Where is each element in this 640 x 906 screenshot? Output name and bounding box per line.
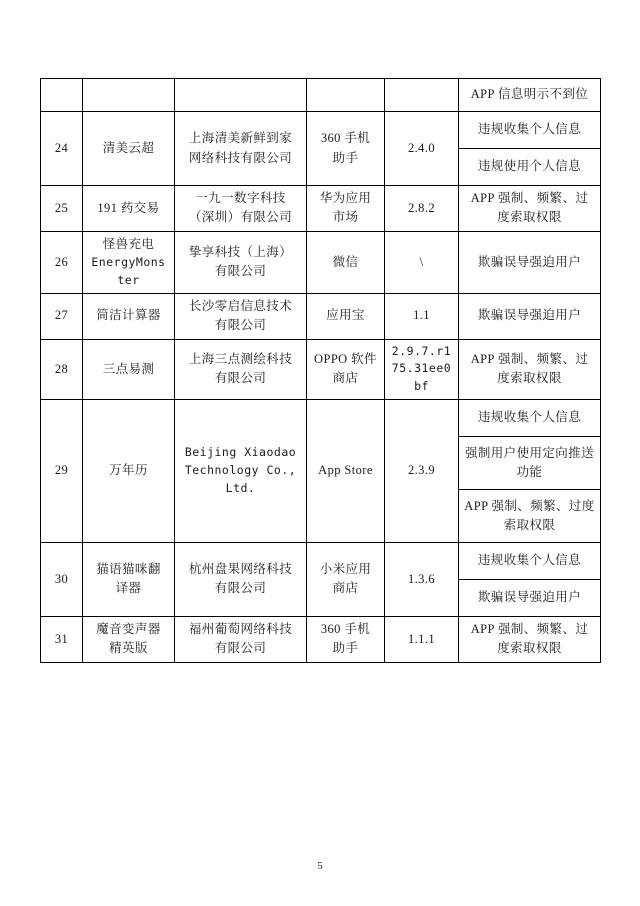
app-name-line: 译器: [115, 581, 142, 596]
table-row: [41, 399, 601, 436]
company-line: 有限公司: [214, 641, 267, 656]
cell-index: 27: [41, 293, 83, 339]
table-row: [41, 231, 601, 293]
cell-company: [175, 616, 307, 662]
company-line: 挚享科技（上海）: [188, 244, 293, 259]
page-number: 5: [317, 860, 323, 872]
store-line: OPPO 软件: [314, 351, 377, 366]
cell-company: [175, 231, 307, 293]
cell-version: 1.3.6: [385, 542, 459, 616]
app-name-line: 精英版: [109, 641, 148, 656]
store-line: 助手: [332, 150, 359, 165]
cell-issue: 欺骗误导强迫用户: [459, 293, 601, 339]
cell-company: [175, 186, 307, 232]
company-line: 长沙零启信息技术: [188, 298, 293, 313]
cell-app-name: 简洁计算器: [83, 293, 175, 339]
company-line: 有限公司: [214, 371, 267, 386]
company-line: 一九一数字科技: [195, 191, 286, 205]
cell-version: [385, 339, 459, 399]
store-line: 商店: [332, 371, 359, 386]
cell-store: [307, 186, 385, 232]
issue-line: APP 强制、频繁、过: [470, 621, 589, 636]
cell-version: 1.1.1: [385, 616, 459, 662]
app-name-line: 魔音变声器: [96, 621, 161, 636]
issue-line: APP 强制、频繁、过: [470, 191, 589, 205]
cell-company: [175, 293, 307, 339]
cell-index: 26: [41, 231, 83, 293]
company-line: 有限公司: [214, 264, 267, 279]
cell-index: 28: [41, 339, 83, 399]
cell-version: 2.3.9: [385, 399, 459, 542]
cell-company: [175, 79, 307, 112]
store-line: 小米应用: [319, 562, 372, 577]
cell-store: [307, 616, 385, 662]
cell-store: [307, 542, 385, 616]
cell-store: [307, 79, 385, 112]
table-row: [41, 79, 601, 112]
store-line: 市场: [332, 210, 359, 225]
cell-issue: [459, 339, 601, 399]
app-name-line: ter: [117, 272, 140, 287]
cell-issue: 违规收集个人信息: [459, 542, 601, 579]
cell-app-name: [83, 231, 175, 293]
cell-index: 29: [41, 399, 83, 542]
table-row: [41, 339, 601, 399]
cell-app-name: 万年历: [83, 399, 175, 542]
table-row: [41, 616, 601, 662]
version-line: 75.31ee0: [391, 361, 452, 376]
cell-app-name: [83, 616, 175, 662]
issue-line: 度索取权限: [497, 641, 562, 656]
company-line: 网络科技有限公司: [188, 150, 293, 165]
cell-issue: 强制用户使用定向推送功能: [459, 436, 601, 489]
table-row: [41, 293, 601, 339]
cell-company: [175, 339, 307, 399]
cell-issue: 违规使用个人信息: [459, 149, 601, 186]
cell-store: 应用宝: [307, 293, 385, 339]
store-line: 360 手机: [320, 621, 371, 636]
app-name-line: 猫语猫咪翻: [96, 562, 161, 577]
issue-line: APP 强制、频繁、过: [470, 351, 589, 366]
company-line: 有限公司: [214, 318, 267, 333]
company-line: Ltd.: [225, 480, 256, 495]
issue-line: 度索取权限: [497, 210, 562, 225]
company-line: 有限公司: [214, 581, 267, 596]
store-line: 360 手机: [320, 131, 371, 146]
cell-index: 31: [41, 616, 83, 662]
app-name-line: EnergyMons: [91, 255, 166, 270]
cell-issue: APP 信息明示不到位: [459, 79, 601, 112]
company-line: 杭州盘果网络科技: [188, 562, 293, 577]
cell-issue: 欺骗误导强迫用户: [459, 231, 601, 293]
cell-store: [307, 339, 385, 399]
cell-version: [385, 79, 459, 112]
issue-line: 度索取权限: [497, 371, 562, 386]
version-line: bf: [414, 379, 429, 394]
cell-app-name: 三点易测: [83, 339, 175, 399]
table-row: [41, 542, 601, 579]
company-line: （深圳）有限公司: [188, 210, 293, 225]
cell-index: 30: [41, 542, 83, 616]
company-line: Technology Co.,: [184, 463, 297, 478]
cell-company: [175, 542, 307, 616]
cell-store: App Store: [307, 399, 385, 542]
app-name-line: 怪兽充电: [102, 236, 155, 251]
cell-index: [41, 79, 83, 112]
table-row: [41, 186, 601, 232]
cell-index: 25: [41, 186, 83, 232]
cell-store: 微信: [307, 231, 385, 293]
cell-issue: [459, 616, 601, 662]
cell-app-name: 清美云超: [83, 112, 175, 186]
cell-app-name: [83, 542, 175, 616]
cell-issue: APP 强制、频繁、过度索取权限: [459, 489, 601, 542]
app-violation-table: [40, 78, 601, 663]
cell-version: 2.4.0: [385, 112, 459, 186]
cell-app-name: [83, 79, 175, 112]
cell-company: [175, 112, 307, 186]
cell-store: [307, 112, 385, 186]
cell-issue: 违规收集个人信息: [459, 112, 601, 149]
cell-issue: 欺骗误导强迫用户: [459, 579, 601, 616]
table-row: [41, 112, 601, 149]
version-line: 2.9.7.r1: [391, 343, 452, 358]
cell-issue: [459, 186, 601, 232]
cell-company: [175, 399, 307, 542]
cell-version: 2.8.2: [385, 186, 459, 232]
cell-app-name: 191 药交易: [83, 186, 175, 232]
cell-issue: 违规收集个人信息: [459, 399, 601, 436]
company-line: Beijing Xiaodao: [184, 445, 297, 460]
company-line: 上海清美新鲜到家: [188, 131, 293, 146]
company-line: 福州葡萄网络科技: [188, 621, 293, 636]
store-line: 华为应用: [319, 191, 372, 205]
cell-index: 24: [41, 112, 83, 186]
cell-version: 1.1: [385, 293, 459, 339]
company-line: 上海三点测绘科技: [188, 351, 293, 366]
cell-version: \: [385, 231, 459, 293]
store-line: 助手: [332, 641, 359, 656]
store-line: 商店: [332, 581, 359, 596]
